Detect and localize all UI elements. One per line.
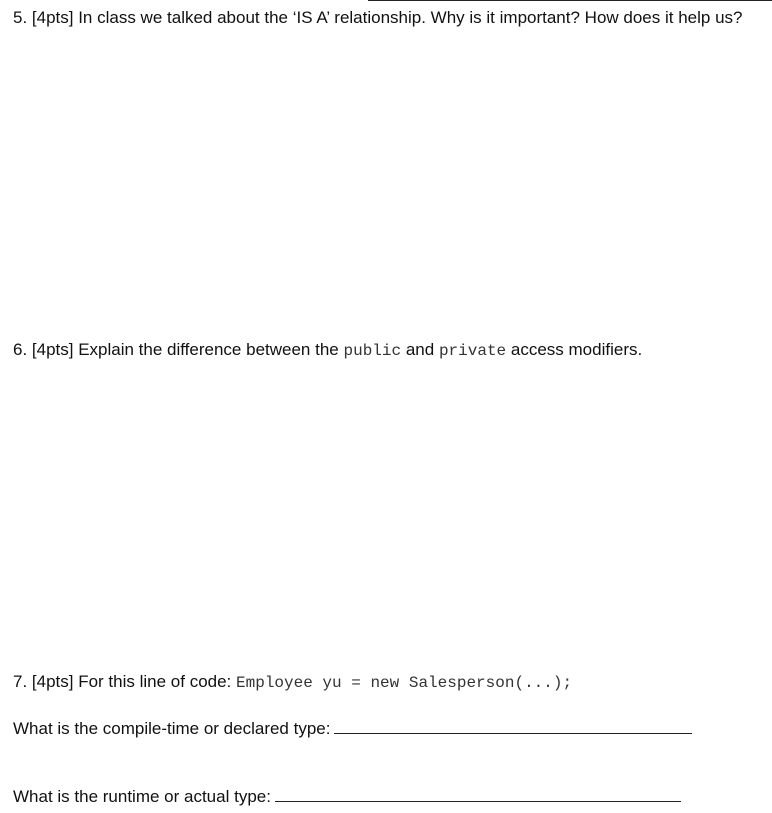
question-6-prefix: 6. [4pts] Explain the difference between the: [13, 340, 339, 359]
question-6-middle: and: [405, 340, 435, 359]
runtime-type-label: What is the runtime or actual type:: [13, 787, 271, 806]
question-6: [13, 339, 642, 362]
runtime-type-answer: [13, 784, 681, 807]
code-line: Employee yu = new Salesperson(...);: [236, 674, 573, 692]
question-7: [13, 671, 572, 694]
top-rule: [368, 0, 772, 1]
question-5-text: 5. [4pts] In class we talked about the ‘IS A’ relationship. Why is it important? How does it help us?: [13, 8, 743, 27]
question-7-prefix: 7. [4pts] For this line of code:: [13, 672, 232, 691]
question-6-suffix: access modifiers.: [510, 340, 643, 359]
question-5: [13, 7, 772, 29]
code-private: private: [438, 342, 507, 360]
runtime-type-blank[interactable]: [275, 784, 681, 802]
code-public: public: [343, 342, 402, 360]
compile-type-answer: [13, 716, 692, 739]
compile-type-label: What is the compile-time or declared type:: [13, 719, 331, 738]
compile-type-blank[interactable]: [334, 716, 692, 734]
